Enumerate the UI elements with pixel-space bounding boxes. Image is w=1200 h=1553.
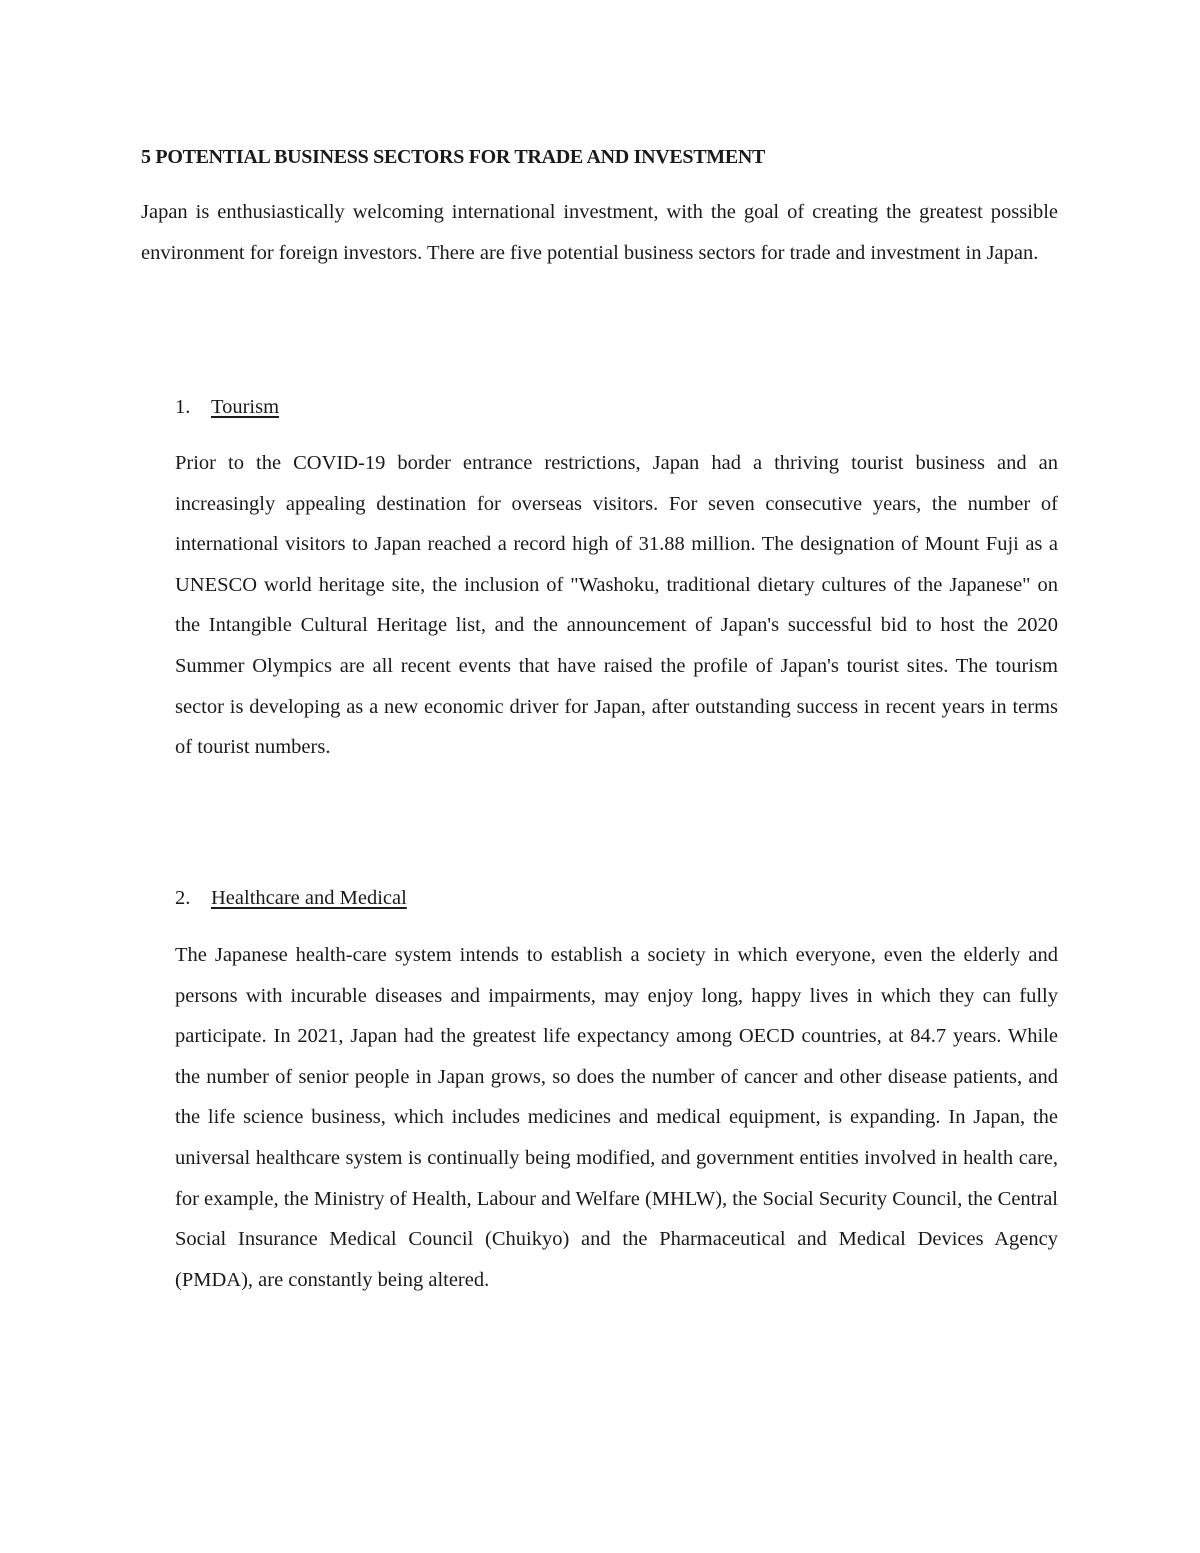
section-number: 2. [175,887,191,909]
intro-paragraph: Japan is enthusiastically welcoming international investment, with the goal of creating the greatest possible environment for foreign investors. There are five potential business sectors for trade and investment in Japan. [141,201,1058,264]
section-title: Healthcare and Medical [211,887,407,909]
section-heading-tourism [175,393,279,421]
section-title: Tourism [211,396,280,418]
section-number: 1. [175,396,191,418]
section-heading-healthcare [175,884,407,912]
section-body-healthcare: The Japanese health-care system intends to establish a society in which everyone, even the elderly and persons with incurable diseases and impairments, may enjoy long, happy lives in which they can fully participate. In 2021, Japan had the greatest life expectancy among OECD countries, at 84.7 years. While the number of senior people in Japan grows, so does the number of cancer and other disease patients, and the life science business, which includes medicines and medical equipment, is expanding. In Japan, the universal healthcare system is continually being modified, and government entities involved in health care, for example, the Ministry of Health, Labour and Welfare (MHLW), the Social Security Council, the Central Social Insurance Medical Council (Chuikyo) and the Pharmaceutical and Medical Devices Agency (PMDA), are constantly being altered. [175,944,1058,1291]
document-title: 5 POTENTIAL BUSINESS SECTORS FOR TRADE AND INVESTMENT [141,146,766,168]
section-body-tourism: Prior to the COVID-19 border entrance restrictions, Japan had a thriving tourist business and an increasingly appealing destination for overseas visitors. For seven consecutive years, the number of international visitors to Japan reached a record high of 31.88 million. The designation of Mount Fuji as a UNESCO world heritage site, the inclusion of "Washoku, traditional dietary cultures of the Japanese" on the Intangible Cultural Heritage list, and the announcement of Japan's successful bid to host the 2020 Summer Olympics are all recent events that have raised the profile of Japan's tourist sites. The tourism sector is developing as a new economic driver for Japan, after outstanding success in recent years in terms of tourist numbers. [175,452,1058,759]
